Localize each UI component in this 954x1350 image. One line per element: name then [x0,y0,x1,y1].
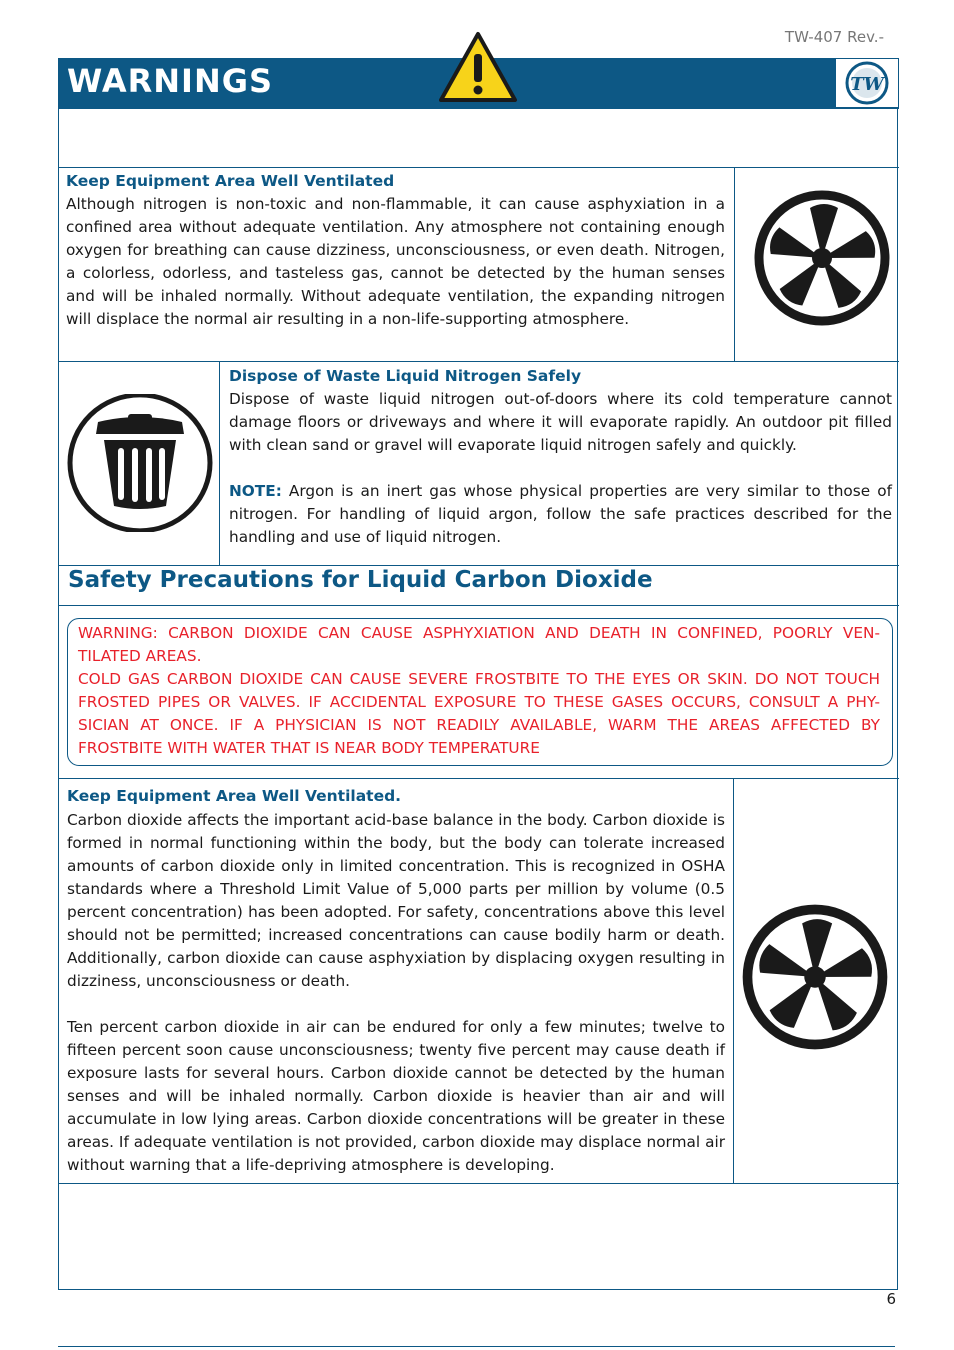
co2-ventilation-title: Keep Equipment Area Well Ventilated. [67,787,402,805]
document-number: TW-407 Rev.- [784,28,884,46]
trash-can-icon [66,394,214,532]
co2-ventilation-text-1: Carbon dioxide affects the important acid-base balance in the body. Carbon dioxide is formed in normal functioning within the body, but the body can tolerate increased amounts of carbon dioxide only in limited concentration. This is recognized in OSHA standards where a Threshold Limit Value of 5,000 parts per million by volume (0.5 percent concentration) has been adopted. For safety, concentrations above this level should not be permitted; increased concentrations can cause bodily harm or death. Additionally, carbon dioxide can cause asphyxiation by displacing oxygen resulting in dizziness, unconsciousness or death. [67,811,725,990]
divider [58,605,899,606]
warning-triangle-icon [437,30,519,104]
divider [58,361,899,362]
nitrogen-disposal-title: Dispose of Waste Liquid Nitrogen Safely [229,367,582,385]
page-title: WARNINGS [67,62,274,100]
divider [58,565,899,566]
nitrogen-ventilation-text: Although nitrogen is non-toxic and non-flammable, it can cause asphyxiation in a confined area without adequate ventilation. Any atmosphere not containing enough oxygen for breathing can cause dizziness, unconsciousness, or even death. Nitrogen, a colorless, odorless, and tasteless gas, cannot be detected by the human senses and will be inhaled normally. Without adequate ventilation, the expanding nitrogen will displace the normal air resulting in a non-life-supporting atmosphere. [66,195,725,328]
nitrogen-disposal-text: Dispose of waste liquid nitrogen out-of-doors where its cold temperature cannot damage floors or driveways and where it will evaporate rapidly. An outdoor pit filled with clean sand or gravel will evaporate liquid nitrogen safely and quickly. [229,390,892,454]
fan-icon [752,186,892,330]
co2-section-title: Safety Precautions for Liquid Carbon Dioxide [68,567,653,593]
divider [58,778,899,779]
argon-note [229,480,892,549]
divider [219,361,220,565]
note-text: Argon is an inert gas whose physical properties are very similar to those of nitrogen. For handling of liquid argon, follow the safe practices described for the handling and use of liquid nitrogen. [229,482,892,546]
fan-icon [740,898,890,1056]
bottom-rule [58,1346,895,1347]
logo-text: TW [850,74,884,95]
divider [734,167,735,361]
co2-warning-asphyxiation: WARNING: CARBON DIOXIDE CAN CAUSE ASPHYXIATION AND DEATH IN CONFINED, POORLY VEN-TILATED AREAS. [78,624,880,665]
divider [58,1183,899,1184]
divider [58,167,899,168]
co2-warning-frostbite: COLD GAS CARBON DIOXIDE CAN CAUSE SEVERE FROSTBITE TO THE EYES OR SKIN. DO NOT TOUCH FROSTED PIPES OR VALVES. IF ACCIDENTAL EXPOSURE TO THESE GASES OCCURS, CONSULT A PHY-SICIAN AT ONCE. IF A PHYSICIAN IS NOT READILY AVAILABLE, WARM THE AREAS AFFECTED BY FROSTBITE WITH WATER THAT IS NEAR BODY TEMPERATURE [78,670,880,757]
note-label: NOTE: [229,482,282,500]
divider [733,778,734,1183]
co2-warning-text [78,622,880,760]
co2-ventilation-text-2: Ten percent carbon dioxide in air can be endured for only a few minutes; twelve to fifteen percent soon cause unconsciousness; twenty five percent may cause death if exposure lasts for several hours. Carbon dioxide cannot be detected by the human senses and will be inhaled normally. Carbon dioxide is heavier than air and will accumulate in low lying areas. Carbon dioxide concentrations will be greater in these areas. If adequate ventilation is not provided, carbon dioxide may displace normal air without warning that a life-depriving atmosphere is developing. [67,1018,725,1174]
nitrogen-ventilation-title: Keep Equipment Area Well Ventilated [66,172,395,190]
page-number: 6 [886,1290,896,1308]
company-logo [836,59,898,107]
